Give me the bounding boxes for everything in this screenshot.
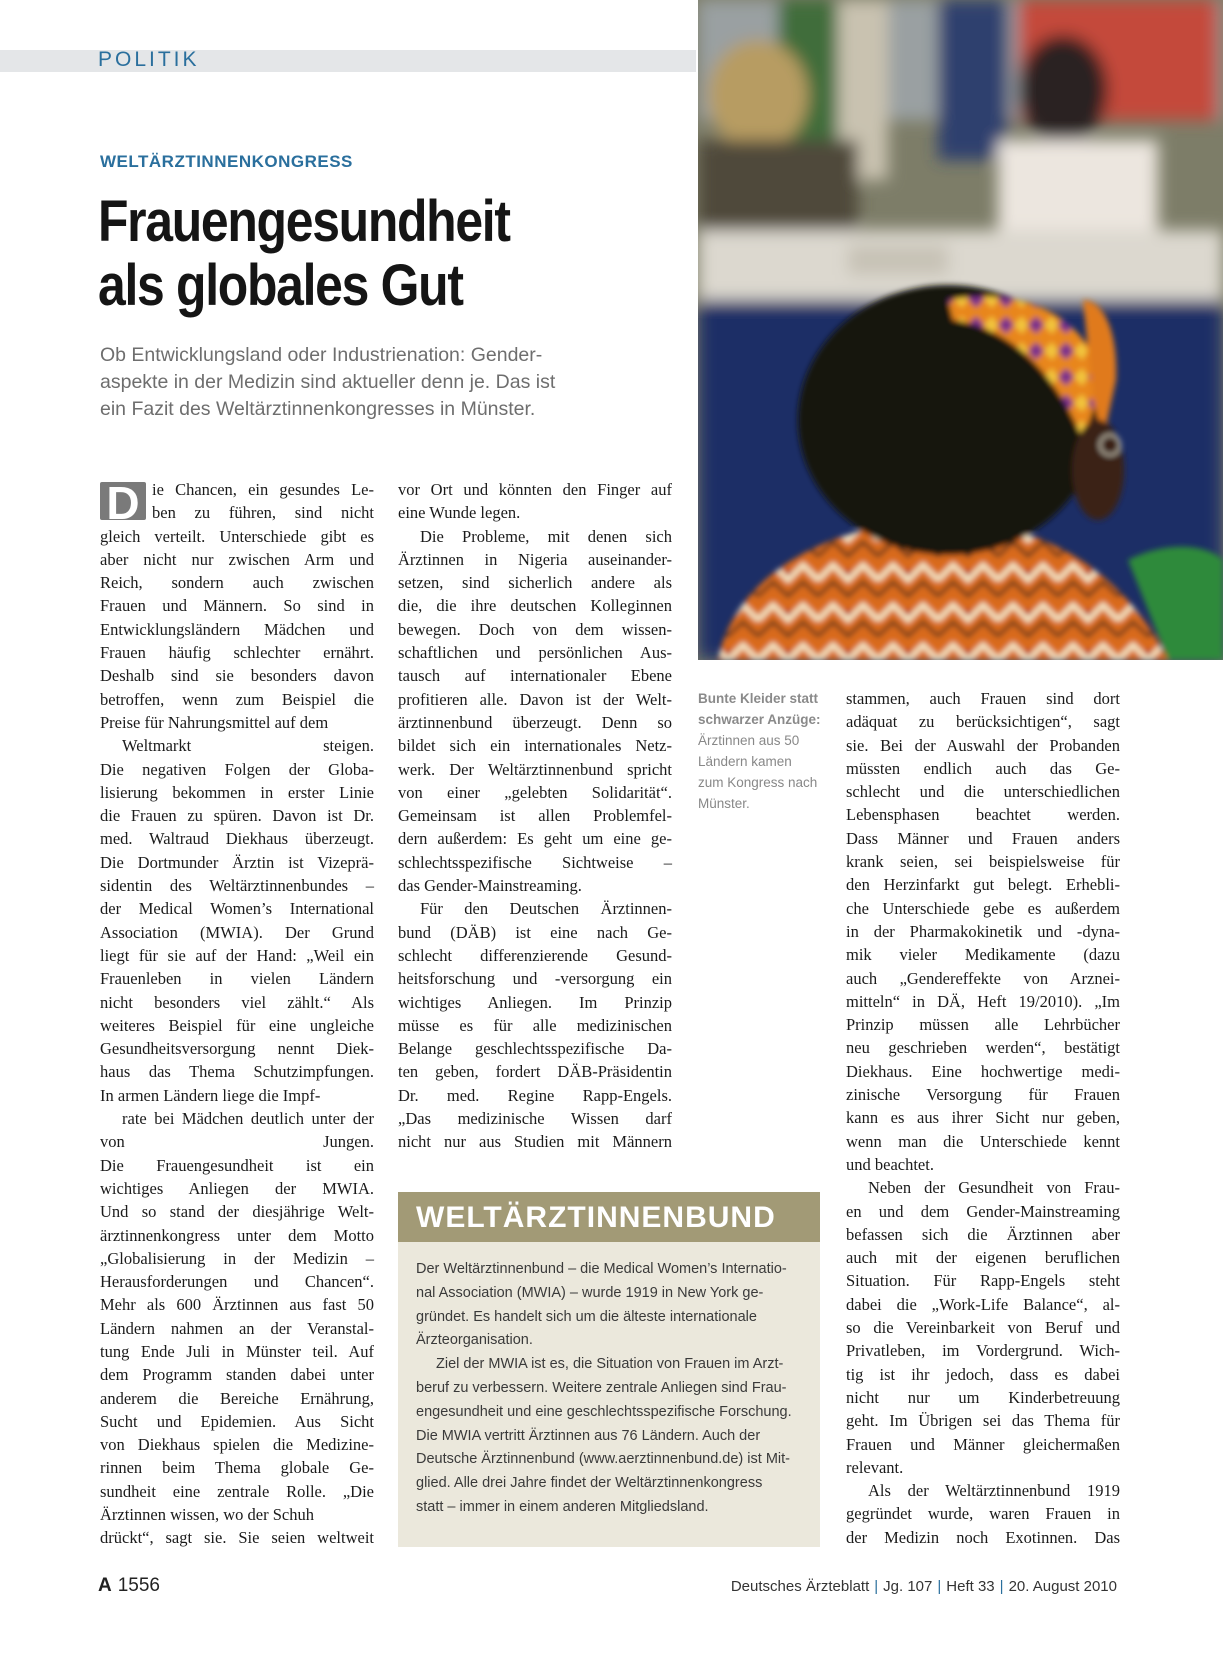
body-line: ben zu führen, sind nicht xyxy=(152,503,374,523)
body-line: Association (MWIA). Der Grund xyxy=(100,922,374,942)
headline-line: Frauengesundheit xyxy=(98,189,510,254)
info-box xyxy=(398,1192,820,1547)
body-line: Frauen häufig schlechter ernährt. xyxy=(100,643,374,663)
body-line: die, die ihre deutschen Kolleginnen xyxy=(398,596,672,616)
body-line: Die negativen Folgen der Globa- xyxy=(100,759,374,779)
body-line: Dass Männer und Frauen anders xyxy=(846,828,1120,848)
body-line: wenn man die Unterschiede kennt xyxy=(846,1131,1120,1151)
body-line: zinische Versorgung für Frauen xyxy=(846,1085,1120,1105)
info-box-title: WELTÄRZTINNENBUND xyxy=(398,1192,820,1242)
publication-issue: Heft 33 xyxy=(946,1578,995,1595)
body-line: ärztinnenbund überzeugt. Denn so xyxy=(398,712,672,732)
page-number xyxy=(98,1575,160,1597)
body-line: en und dem Gender-Mainstreaming xyxy=(846,1201,1120,1221)
caption-line: Ländern kamen xyxy=(698,754,792,769)
body-line: dabei die „Work-Life Balance“, al- xyxy=(846,1294,1120,1314)
body-line: Lebensphasen beachtet werden. xyxy=(846,805,1120,825)
body-line: heitsforschung und -versorgung ein xyxy=(398,969,672,989)
body-line: sie. Bei der Auswahl der Probanden xyxy=(846,735,1120,755)
body-line: Die Dortmunder Ärztin ist Vizeprä- xyxy=(100,852,374,872)
body-line: Die Frauengesundheit ist ein xyxy=(100,1155,374,1175)
body-line: Belange geschlechtsspezifische Da- xyxy=(398,1039,672,1059)
body-line: Neben der Gesundheit von Frau- xyxy=(868,1178,1120,1198)
info-box-line: beruf zu verbessern. Weitere zentrale Anliegen sind Frau- xyxy=(416,1379,787,1396)
body-line: nicht besonders viel zählt.“ Als xyxy=(100,992,374,1012)
body-line: Als der Weltärztinnenbund 1919 xyxy=(868,1481,1120,1501)
body-line: schaftlichen und persönlichen Aus- xyxy=(398,643,672,663)
body-line: mitteln“ in DÄ, Heft 19/2010). „Im xyxy=(846,991,1120,1011)
caption-line: Ärztinnen aus 50 xyxy=(698,733,800,748)
publication-date: 20. August 2010 xyxy=(1008,1578,1117,1595)
body-line: befassen sich die Ärztinnen aber xyxy=(846,1224,1120,1244)
body-line: relevant. xyxy=(846,1457,904,1477)
body-line: der Medical Women’s International xyxy=(100,899,374,919)
deck-line: Ob Entwicklungsland oder Industrienation: Gender- xyxy=(100,344,543,366)
body-column-2 xyxy=(398,478,672,1154)
body-line: müsse es für alle medizinischen xyxy=(398,1015,672,1035)
body-line: wichtiges Anliegen. Im Prinzip xyxy=(398,992,672,1012)
body-line: „Das medizinische Wissen darf xyxy=(398,1109,672,1129)
body-line: Herausforderungen und Chancen“. xyxy=(100,1272,374,1292)
body-column-1 xyxy=(100,478,374,1550)
info-box-line: Die MWIA vertritt Ärztinnen aus 76 Ländern. Auch der xyxy=(416,1427,761,1444)
page-prefix: A xyxy=(98,1575,112,1596)
body-line: Gemeinsam ist allen Problemfel- xyxy=(398,806,672,826)
body-line: rinnen beim Thema globale Ge- xyxy=(100,1458,374,1478)
body-line: ärztinnenkongress unter dem Motto xyxy=(100,1225,374,1245)
body-line: von Diekhaus spielen die Medizine- xyxy=(100,1435,374,1455)
body-line: Für den Deutschen Ärztinnen- xyxy=(420,899,672,919)
publication-volume: Jg. 107 xyxy=(883,1578,933,1595)
body-line: in der Pharmakokinetik und -dyna- xyxy=(846,921,1120,941)
body-line: Entwicklungsländern Mädchen und xyxy=(100,619,374,639)
body-line: der Medizin noch Exotinnen. Das xyxy=(846,1527,1120,1547)
info-box-body xyxy=(398,1242,820,1520)
body-line: anderem die Bereiche Ernährung, xyxy=(100,1388,374,1408)
body-column-3 xyxy=(846,687,1120,1549)
body-line: che Unterschiede gebe es außerdem xyxy=(846,898,1120,918)
body-line: ten geben, fordert DÄB-Präsidentin xyxy=(398,1062,672,1082)
body-line: Privatleben, im Vordergrund. Wich- xyxy=(846,1341,1120,1361)
body-line: weiteres Beispiel für eine ungleiche xyxy=(100,1015,374,1035)
info-box-line: Ziel der MWIA ist es, die Situation von Frauen im Arzt- xyxy=(436,1356,784,1373)
body-line: kann es aus ihrer Sicht nur geben, xyxy=(846,1108,1120,1128)
photo-caption xyxy=(698,688,828,814)
caption-head-line: Bunte Kleider statt xyxy=(698,691,819,706)
headline-line: als globales Gut xyxy=(98,253,463,318)
body-line: Gesundheitsversorgung nennt Diek- xyxy=(100,1039,374,1059)
body-line: „Globalisierung in der Medizin – xyxy=(100,1248,374,1268)
body-line: von Jungen. xyxy=(100,1132,374,1152)
body-line: das Gender-Mainstreaming. xyxy=(398,876,582,896)
body-line: haus das Thema Schutzimpfungen. xyxy=(100,1062,374,1082)
body-line: krank seien, sei beispielsweise für xyxy=(846,852,1120,872)
body-line: Deshalb sind sie besonders davon xyxy=(100,666,374,686)
deck-line: aspekte in der Medizin sind aktueller denn je. Das ist xyxy=(100,371,556,393)
article-kicker: WELTÄRZTINNENKONGRESS xyxy=(100,152,353,171)
body-line: liegt für sie auf der Hand: „Weil ein xyxy=(100,945,374,965)
info-box-line: engesundheit und eine geschlechtsspezifische Forschung. xyxy=(416,1403,792,1420)
separator: | xyxy=(999,1578,1004,1595)
body-line: setzen, sind sicherlich andere als xyxy=(398,573,672,593)
column-1-lines xyxy=(100,525,374,1550)
body-line: Diekhaus. Eine hochwertige medi- xyxy=(846,1061,1120,1081)
body-line: lisierung bekommen in erster Linie xyxy=(100,782,374,802)
article-photo xyxy=(698,0,1223,660)
body-line: neu geschrieben werden“, bestätigt xyxy=(846,1038,1120,1058)
body-line: schlechtsspezifische Sichtweise – xyxy=(398,852,672,872)
body-line: rate bei Mädchen deutlich unter der xyxy=(122,1109,374,1129)
page-number-value: 1556 xyxy=(117,1575,161,1596)
body-line: tung Ende Juli in Münster teil. Auf xyxy=(100,1341,374,1361)
body-line: dern außerdem: Es geht um eine ge- xyxy=(398,829,672,849)
body-line: Dr. med. Regine Rapp-Engels. xyxy=(398,1085,672,1105)
body-line: Situation. Für Rapp-Engels steht xyxy=(846,1271,1120,1291)
body-line: Preise für Nahrungsmittel auf dem xyxy=(100,712,329,732)
info-box-line: nal Association (MWIA) – wurde 1919 in New York ge- xyxy=(416,1284,764,1301)
body-line: die Frauen zu spüren. Davon ist Dr. xyxy=(100,806,374,826)
drop-cap: D xyxy=(100,482,146,520)
body-line: Reich, sondern auch zwischen xyxy=(100,573,374,593)
body-line: stammen, auch Frauen sind dort xyxy=(846,689,1120,708)
body-line: Ländern nahmen an der Veranstal- xyxy=(100,1318,374,1338)
body-line: ie Chancen, ein gesundes Le- xyxy=(152,480,374,499)
body-line: geht. Im Übrigen sei das Thema für xyxy=(846,1411,1120,1431)
body-line: dem Programm standen dabei unter xyxy=(100,1365,374,1385)
body-line: Ärztinnen in Nigeria auseinander- xyxy=(398,549,672,569)
info-box-line: gründet. Es handelt sich um die älteste internationale xyxy=(416,1308,757,1325)
body-line: gleich verteilt. Unterschiede gibt es xyxy=(100,526,374,546)
body-line: und beachtet. xyxy=(846,1154,934,1174)
body-line: sidentin des Weltärztinnenbundes – xyxy=(100,876,374,896)
info-box-line: Deutsche Ärztinnenbund (www.aerztinnenbund.de) ist Mit- xyxy=(416,1451,790,1468)
body-line: Frauen und Männer gleichermaßen xyxy=(846,1434,1120,1454)
body-line: müssten endlich auch das Ge- xyxy=(846,758,1120,778)
body-line: vor Ort und könnten den Finger auf xyxy=(398,480,672,499)
body-line: Prinzip müssen alle Lehrbücher xyxy=(846,1015,1120,1035)
body-line: nicht nur aus Studien mit Männern xyxy=(398,1132,672,1152)
body-line: Ärztinnen wissen, wo der Schuh xyxy=(100,1505,315,1525)
body-line: adäquat zu berücksichtigen“, sagt xyxy=(846,712,1120,732)
body-line: werk. Der Weltärztinnenbund spricht xyxy=(398,759,672,779)
body-line: Weltmarkt steigen. xyxy=(122,736,374,756)
body-line: so die Vereinbarkeit von Beruf und xyxy=(846,1318,1120,1338)
body-line: betroffen, wenn zum Beispiel die xyxy=(100,689,374,709)
body-line: Sucht und Epidemien. Aus Sicht xyxy=(100,1411,374,1431)
deck-line: ein Fazit des Weltärztinnenkongresses in Münster. xyxy=(100,398,536,420)
body-line: tausch auf internationaler Ebene xyxy=(398,666,672,686)
body-line: bewegen. Doch von dem wissen- xyxy=(398,619,672,639)
caption-head-line: schwarzer Anzüge: xyxy=(698,712,821,727)
info-box-line: glied. Alle drei Jahre findet der Weltärztinnenkongress xyxy=(416,1475,763,1492)
body-line: von einer „gelebten Solidarität“. xyxy=(398,782,672,802)
caption-line: zum Kongress nach xyxy=(698,775,818,790)
body-line: bildet sich ein internationales Netz- xyxy=(398,736,672,756)
body-line: auch mit der eigenen beruflichen xyxy=(846,1248,1120,1268)
body-line: profitieren alle. Davon ist der Welt- xyxy=(398,689,672,709)
section-label: POLITIK xyxy=(98,48,200,71)
body-line: Und so stand der diesjährige Welt- xyxy=(100,1202,374,1222)
body-line: den Herzinfarkt gut belegt. Erhebli- xyxy=(846,875,1120,895)
info-box-line: Ärzteorganisation. xyxy=(416,1332,533,1349)
body-line: gegründet wurde, waren Frauen in xyxy=(846,1504,1120,1524)
body-line: Mehr als 600 Ärztinnen aus fast 50 xyxy=(100,1295,374,1315)
publication-info xyxy=(731,1578,1117,1595)
body-line: In armen Ländern liege die Impf- xyxy=(100,1085,321,1105)
body-line: med. Waltraud Diekhaus überzeugt. xyxy=(100,829,374,849)
body-line: schlecht und die unterschiedlichen xyxy=(846,782,1120,802)
body-line: nicht nur um Kinderbetreuung xyxy=(846,1387,1120,1407)
body-line: tig ist ihr jedoch, dass es dabei xyxy=(846,1364,1120,1384)
separator: | xyxy=(937,1578,942,1595)
body-line: eine Wunde legen. xyxy=(398,503,521,523)
body-line: Frauenleben in vielen Ländern xyxy=(100,969,374,989)
body-line: sundheit eine zentrale Rolle. „Die xyxy=(100,1481,374,1501)
body-line: schlecht differenzierende Gesund- xyxy=(398,945,672,965)
body-line: aber nicht nur zwischen Arm und xyxy=(100,549,374,569)
info-box-line: Der Weltärztinnenbund – die Medical Women’s Internatio- xyxy=(416,1261,787,1277)
body-line: Frauen und Männern. So sind in xyxy=(100,596,374,616)
caption-line: Münster. xyxy=(698,796,750,811)
body-line: drückt“, sagt sie. Sie seien weltweit xyxy=(100,1528,374,1548)
publication-name: Deutsches Ärzteblatt xyxy=(730,1578,870,1595)
body-line: Die Probleme, mit denen sich xyxy=(420,526,672,546)
body-line: wichtiges Anliegen der MWIA. xyxy=(100,1178,374,1198)
article-headline xyxy=(98,190,605,318)
body-line: bund (DÄB) ist eine nach Ge- xyxy=(398,922,672,942)
body-line: auch „Gendereffekte von Arznei- xyxy=(846,968,1120,988)
info-box-line: statt – immer in einem anderen Mitgliedsland. xyxy=(416,1498,709,1515)
body-line: mik vieler Medikamente (dazu xyxy=(846,945,1120,965)
article-deck xyxy=(100,342,680,423)
separator: | xyxy=(874,1578,879,1595)
